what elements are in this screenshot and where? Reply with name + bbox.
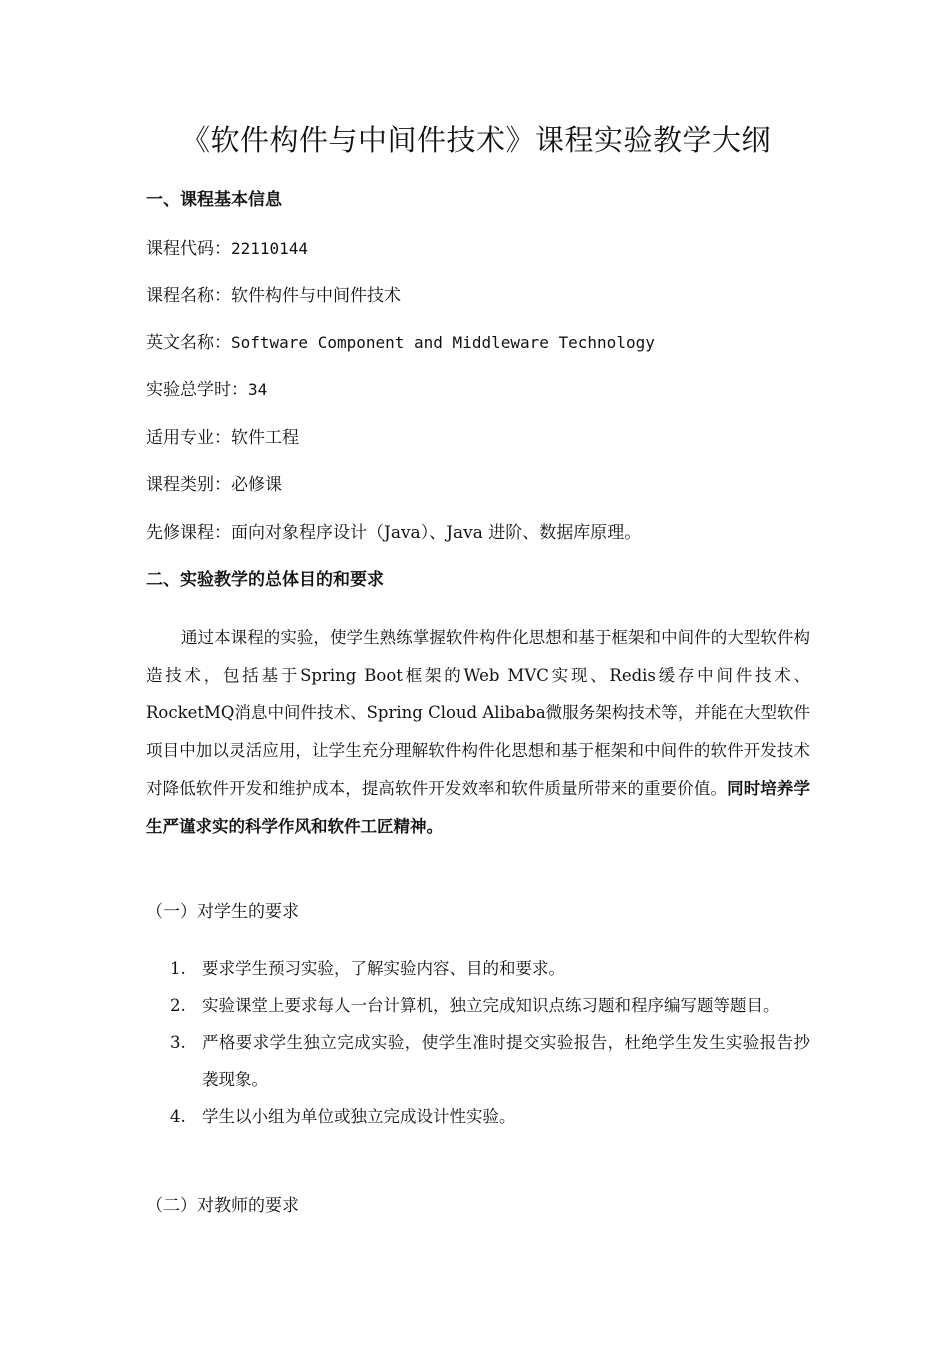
- section-heading-basic-info: 一、课程基本信息: [146, 190, 282, 210]
- field-label: 课程代码：: [146, 239, 231, 259]
- list-item-number: 4.: [170, 1107, 186, 1126]
- field-total-hours: [146, 377, 267, 403]
- student-requirements-heading: （一）对学生的要求: [146, 902, 299, 922]
- list-item: [170, 1024, 810, 1098]
- field-value: 34: [248, 380, 268, 399]
- field-course-type: [146, 472, 282, 498]
- list-item: [170, 1098, 810, 1135]
- field-course-code: [146, 236, 308, 262]
- field-english-name: [146, 330, 655, 356]
- list-item-text: 要求学生预习实验，了解实验内容、目的和要求。: [202, 959, 565, 978]
- list-item: [170, 987, 810, 1024]
- field-value: Software Component and Middleware Technology: [231, 333, 655, 352]
- field-value: 22110144: [231, 239, 309, 258]
- student-requirements-list: [170, 950, 810, 1135]
- goals-paragraph: [146, 619, 810, 845]
- field-value: 软件构件与中间件技术: [231, 286, 401, 306]
- field-label: 实验总学时：: [146, 380, 248, 400]
- section-heading-goals: 二、实验教学的总体目的和要求: [146, 570, 384, 590]
- field-value: 软件工程: [231, 428, 299, 448]
- field-value: 必修课: [231, 475, 282, 495]
- field-course-name: [146, 283, 401, 309]
- list-item-text: 学生以小组为单位或独立完成设计性实验。: [202, 1107, 516, 1126]
- field-label: 先修课程：: [146, 523, 231, 543]
- goals-paragraph-emphasis: 同时培养学生严谨求实的科学作风和软件工匠精神。: [146, 778, 811, 836]
- field-label: 课程类别：: [146, 475, 231, 495]
- field-value: 面向对象程序设计（Java）、Java 进阶、数据库原理。: [231, 523, 642, 543]
- field-label: 适用专业：: [146, 428, 231, 448]
- field-prerequisites: [146, 520, 641, 546]
- list-item-text: 严格要求学生独立完成实验，使学生准时提交实验报告，杜绝学生发生实验报告抄袭现象。: [202, 1033, 810, 1089]
- list-item: [170, 950, 810, 987]
- list-item-number: 2.: [170, 996, 186, 1015]
- teacher-requirements-heading: （二）对教师的要求: [146, 1196, 299, 1216]
- document-title: 《软件构件与中间件技术》课程实验教学大纲: [180, 123, 771, 157]
- list-item-number: 1.: [170, 959, 186, 978]
- field-label: 课程名称：: [146, 286, 231, 306]
- field-major: [146, 425, 299, 451]
- list-item-text: 实验课堂上要求每人一台计算机，独立完成知识点练习题和程序编写题等题目。: [202, 996, 780, 1015]
- list-item-number: 3.: [170, 1033, 186, 1052]
- field-label: 英文名称：: [146, 333, 231, 353]
- goals-paragraph-text: 通过本课程的实验，使学生熟练掌握软件构件化思想和基于框架和中间件的大型软件构造技术，包括基于Spring Boot框架的Web MVC实现、Redis缓存中间件技术、RocketMQ消息中间件技术、Spring Cloud Alibaba微服务架构技术等，并能在大型软件项目中加以灵活应用，让学生充分理解软件构件化思想和基于框架和中间件的软件开发技术对降低软件开发和维护成本，提高软件开发效率和软件质量所带来的重要价值。: [146, 628, 810, 798]
